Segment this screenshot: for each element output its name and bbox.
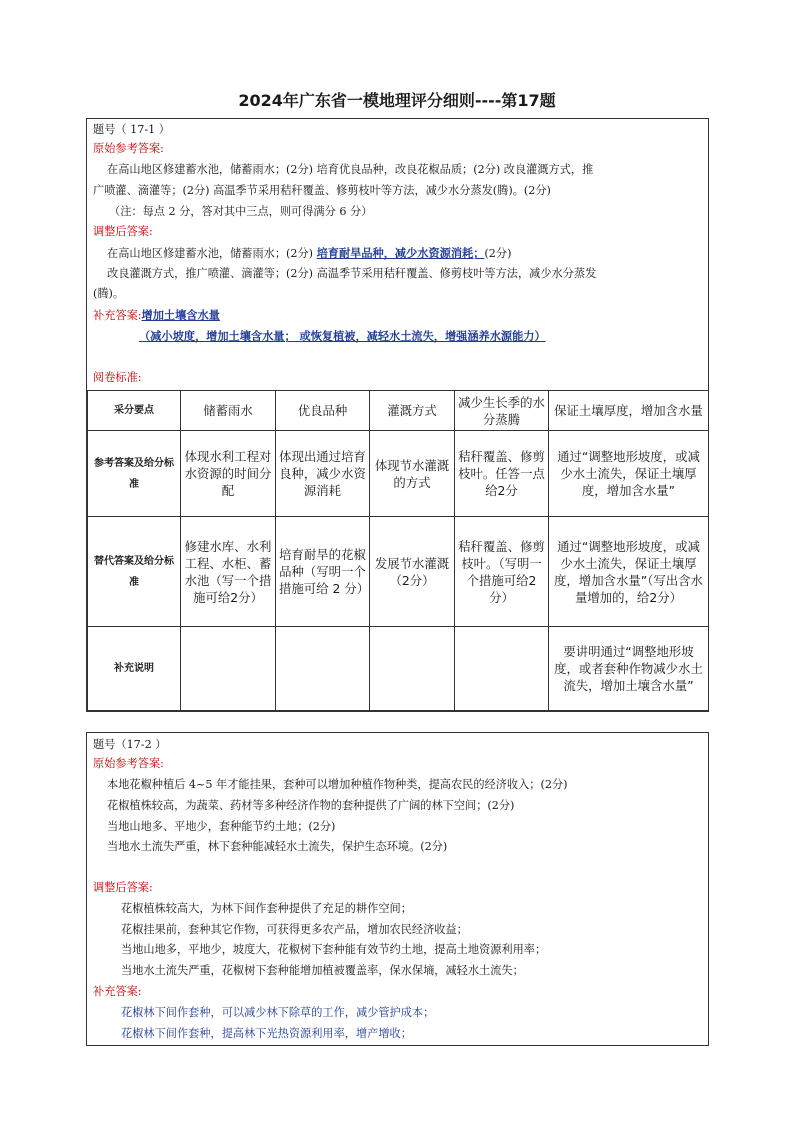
original-answer-line: 花椒植株较高，为蔬菜、药材等多种经济作物的套种提供了广阔的林下空间；(2分)	[107, 799, 515, 812]
original-answer-label: 原始参考答案:	[93, 757, 164, 770]
table-header-cell: 减少生长季的水分蒸腾	[455, 391, 549, 431]
adjusted-answer-label: 调整后答案:	[93, 881, 153, 894]
table-cell: 体现节水灌溉的方式	[370, 431, 455, 517]
supplementary-answer-value: 增加土壤含水量	[141, 308, 220, 322]
question-number: 题号（17-2 ）	[93, 738, 167, 751]
table-row	[88, 431, 709, 517]
table-row-header: 参考答案及给分标准	[88, 431, 181, 517]
table-row	[88, 517, 709, 627]
table-header-cell: 保证土壤厚度，增加含水量	[549, 391, 709, 431]
table-cell: 秸秆覆盖、修剪枝叶。（写明一个措施可给2分）	[455, 517, 549, 627]
table-header-cell: 采分要点	[88, 391, 181, 431]
table-cell	[455, 627, 549, 711]
table-cell: 修建水库、水利工程、水柜、蓄水池（写一个措施可给2分）	[181, 517, 276, 627]
table-row-header: 替代答案及给分标准	[88, 517, 181, 627]
table-cell: 培育耐旱的花椒品种（写明一个措施可给 2 分）	[276, 517, 370, 627]
adjusted-answer-line: (腾)。	[93, 287, 125, 300]
table-cell: 通过“调整地形坡度，或减少水土流失，保证土壤厚度，增加含水量”（写出含水量增加的，给2分）	[549, 517, 709, 627]
adjusted-answer-line: 花椒挂果前，套种其它作物，可获得更多农产品，增加农民经济收益；	[121, 923, 468, 936]
table-cell: 要讲明通过“调整地形坡度，或者套种作物减少水土流失，增加土壤含水量”	[549, 627, 709, 711]
marking-table	[87, 390, 709, 711]
adjusted-answer-line: 当地山地多，平地少，坡度大，花椒树下套种能有效节约土地，提高土地资源利用率；	[121, 943, 547, 956]
table-header-cell: 优良品种	[276, 391, 370, 431]
adjusted-answer-text: 在高山地区修建蓄水池，储蓄雨水；(2分)	[107, 247, 317, 260]
marking-standard-label: 阅卷标准:	[93, 371, 142, 384]
adjusted-answer-line	[107, 246, 511, 261]
table-cell	[276, 627, 370, 711]
adjusted-answer-line: 当地水土流失严重，花椒树下套种能增加植被覆盖率，保水保墒，减轻水土流失；	[121, 964, 524, 977]
supplementary-answer-detail: （减小坡度，增加土壤含水量； 或恢复植被，减轻水土流失，增强涵养水源能力）	[139, 329, 546, 343]
question-number: 题号（ 17-1 ）	[93, 123, 170, 136]
original-answer-label: 原始参考答案:	[93, 142, 164, 155]
adjusted-answer-highlight: 培育耐旱品种，减少水资源消耗；	[316, 246, 485, 260]
table-header-cell: 灌溉方式	[370, 391, 455, 431]
table-cell: 体现出通过培育良种，减少水资源消耗	[276, 431, 370, 517]
table-cell	[370, 627, 455, 711]
table-cell: 体现水利工程对水资源的时间分配	[181, 431, 276, 517]
table-row-header: 补充说明	[88, 627, 181, 711]
adjusted-answer-label: 调整后答案:	[93, 225, 153, 238]
table-cell: 通过“调整地形坡度，或减少水土流失，保证土壤厚度，增加含水量”	[549, 431, 709, 517]
adjusted-answer-score: (2分)	[484, 247, 512, 260]
original-answer-note: （注：每点 2 分，答对其中三点，则可得满分 6 分）	[109, 205, 373, 218]
supplementary-answer-line	[93, 308, 220, 323]
table-cell: 秸秆覆盖、修剪枝叶。任答一点给2分	[455, 431, 549, 517]
supplementary-answer-label: 补充答案:	[93, 309, 142, 322]
supplementary-answer-line: 花椒林下间作套种，可以减少林下除草的工作，减少管护成本；	[121, 1006, 435, 1019]
original-answer-line: 本地花椒种植后 4~5 年才能挂果，套种可以增加种植作物种类，提高农民的经济收入；(2分)	[107, 778, 568, 791]
question-17-1-box	[86, 118, 709, 712]
page-title: 2024年广东省一模地理评分细则----第17题	[238, 91, 556, 110]
adjusted-answer-line: 改良灌溉方式，推广喷灌、滴灌等；(2分) 高温季节采用秸秆覆盖、修剪枝叶等方法，减少水分蒸发	[107, 267, 597, 280]
original-answer-line: 当地水土流失严重，林下套种能减轻水土流失，保护生态环境。(2分)	[107, 840, 448, 853]
original-answer-line: 在高山地区修建蓄水池，储蓄雨水；(2分) 培育优良品种，改良花椒品质；(2分) 改良灌溉方式，推	[107, 163, 594, 176]
table-cell: 发展节水灌溉（2分）	[370, 517, 455, 627]
supplementary-answer-label: 补充答案:	[93, 985, 142, 998]
table-header-cell: 储蓄雨水	[181, 391, 276, 431]
table-row	[88, 627, 709, 711]
supplementary-answer-line: 花椒林下间作套种，提高林下光热资源利用率，增产增收；	[121, 1027, 412, 1040]
original-answer-line: 广喷灌、滴灌等；(2分) 高温季节采用秸秆覆盖、修剪枝叶等方法，减少水分蒸发(腾)。(2分)	[93, 184, 551, 197]
adjusted-answer-line: 花椒植株较高大，为林下间作套种提供了充足的耕作空间；	[121, 902, 412, 915]
question-17-2-box	[86, 732, 709, 1046]
table-header-row	[88, 391, 709, 431]
original-answer-line: 当地山地多、平地少，套种能节约土地；(2分)	[107, 820, 336, 833]
table-cell	[181, 627, 276, 711]
